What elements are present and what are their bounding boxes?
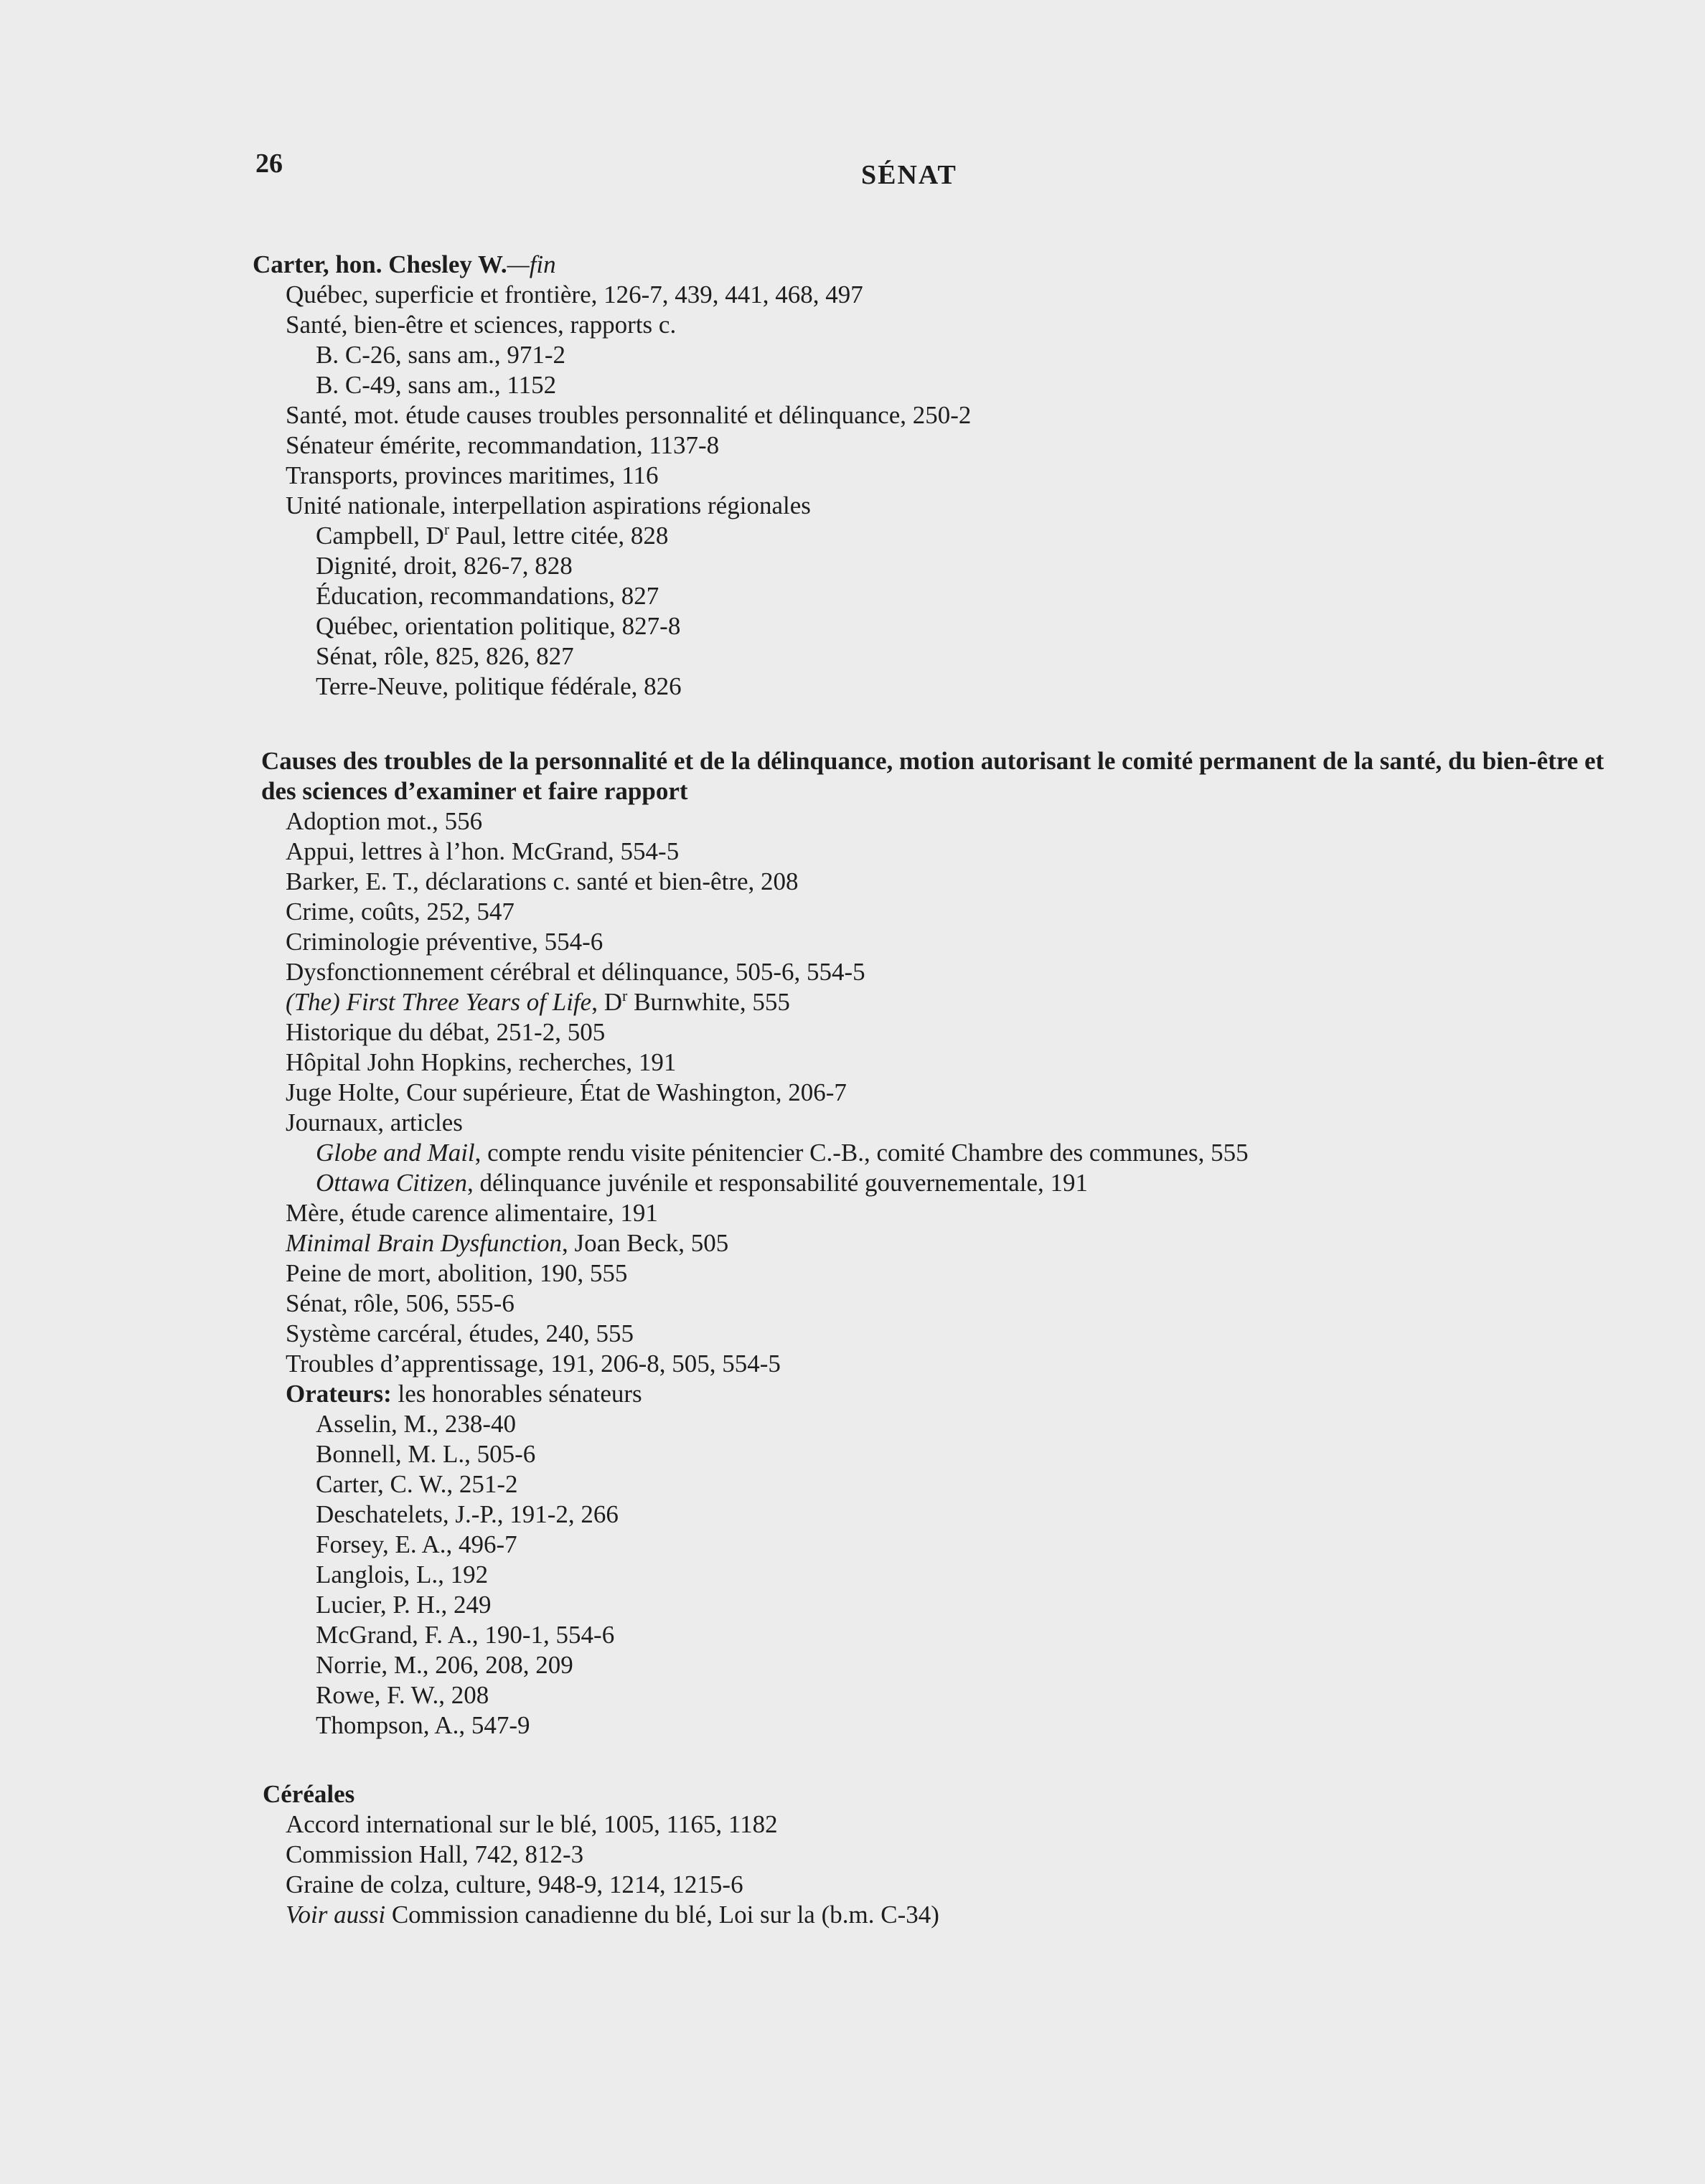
index-line: Sénat, rôle, 506, 555-6 (286, 1289, 515, 1317)
index-subline (253, 521, 1616, 551)
index-subline: Québec, orientation politique, 827-8 (316, 612, 681, 640)
book-title: Minimal Brain Dysfunction (286, 1229, 562, 1257)
speaker-line: Asselin, M., 238-40 (316, 1410, 517, 1438)
campbell-text-rest: Paul, lettre citée, 828 (449, 522, 669, 550)
index-subline: Éducation, recommandations, 827 (316, 582, 659, 610)
index-line: Mère, étude carence alimentaire, 191 (286, 1199, 658, 1227)
index-line (253, 987, 1616, 1017)
index-line: Dysfonctionnement cérébral et délinquance, 505-6, 554-5 (286, 958, 865, 986)
entry-heading-cereales: Céréales (263, 1780, 355, 1808)
text: , compte rendu visite pénitencier C.-B., comité Chambre des communes, 555 (474, 1139, 1249, 1167)
book-title: First Three Years of Life (346, 988, 592, 1016)
speaker-line: Carter, C. W., 251-2 (316, 1470, 518, 1498)
speaker-line: Thompson, A., 547-9 (316, 1711, 530, 1739)
text: , D (591, 988, 622, 1016)
index-line: Barker, E. T., déclarations c. santé et bien-être, 208 (286, 867, 799, 895)
text: Commission canadienne du blé, Loi sur la (b.m. C-34) (385, 1901, 939, 1929)
index-line: Sénateur émérite, recommandation, 1137-8 (286, 431, 720, 459)
voir-aussi: Voir aussi (286, 1901, 386, 1929)
index-subline: Terre-Neuve, politique fédérale, 826 (316, 672, 682, 700)
speaker-line: Langlois, L., 192 (316, 1561, 489, 1588)
speaker-line: McGrand, F. A., 190-1, 554-6 (316, 1621, 615, 1649)
speaker-line: Norrie, M., 206, 208, 209 (316, 1651, 573, 1679)
index-line: Unité nationale, interpellation aspirations régionales (286, 491, 811, 519)
speaker-line: Rowe, F. W., 208 (316, 1681, 489, 1709)
newspaper-title: Globe and Mail (316, 1139, 475, 1167)
italic-text: (The) (286, 988, 340, 1016)
index-line: Appui, lettres à l’hon. McGrand, 554-5 (286, 837, 680, 865)
index-line (253, 1900, 1616, 1930)
entry-heading-carter (253, 250, 1616, 280)
page-number: 26 (255, 149, 283, 179)
index-line: Québec, superficie et frontière, 126-7, 439, 441, 468, 497 (286, 281, 863, 309)
index-subline: Sénat, rôle, 825, 826, 827 (316, 642, 574, 670)
text: , Joan Beck, 505 (561, 1229, 729, 1257)
superscript: r (443, 520, 450, 538)
index-line: Adoption mot., 556 (286, 807, 483, 835)
heading-name: Carter, hon. Chesley W. (253, 250, 507, 278)
index-subline (253, 1168, 1616, 1198)
index-line: Hôpital John Hopkins, recherches, 191 (286, 1048, 677, 1076)
index-line: Historique du débat, 251-2, 505 (286, 1018, 606, 1046)
index-line: Santé, bien-être et sciences, rapports c. (286, 311, 677, 339)
index-line: Criminologie préventive, 554-6 (286, 928, 603, 956)
heading-suffix: —fin (507, 250, 556, 278)
index-line: Peine de mort, abolition, 190, 555 (286, 1259, 628, 1287)
index-line (253, 1379, 1616, 1409)
newspaper-title: Ottawa Citizen (316, 1169, 467, 1197)
superscript: r (621, 987, 628, 1004)
orateurs-label: Orateurs: (286, 1380, 392, 1408)
index-line: Transports, provinces maritimes, 116 (286, 461, 659, 489)
index-line: Juge Holte, Cour supérieure, État de Washington, 206-7 (286, 1078, 847, 1106)
campbell-text: Campbell, D (316, 522, 444, 550)
text: Burnwhite, 555 (627, 988, 790, 1016)
index-subline: B. C-26, sans am., 971-2 (316, 341, 566, 369)
speaker-line: Lucier, P. H., 249 (316, 1591, 492, 1619)
index-line: Système carcéral, études, 240, 555 (286, 1319, 634, 1347)
speaker-line: Forsey, E. A., 496-7 (316, 1530, 517, 1558)
text: les honorables sénateurs (391, 1380, 642, 1408)
entry-heading-causes: Causes des troubles de la personnalité et de la délinquance, motion autorisant le comité permanent de la santé, du bien-être et des sciences d’examiner et faire rapport (261, 747, 1605, 805)
text: , délinquance juvénile et responsabilité gouvernementale, 191 (467, 1169, 1088, 1197)
speaker-line: Bonnell, M. L., 505-6 (316, 1440, 536, 1468)
index-subline (253, 1138, 1616, 1168)
index-line: Accord international sur le blé, 1005, 1165, 1182 (286, 1810, 778, 1838)
index-line: Crime, coûts, 252, 547 (286, 898, 515, 926)
spacer (253, 702, 1616, 746)
running-head: SÉNAT (861, 160, 957, 190)
index-line: Commission Hall, 742, 812-3 (286, 1840, 584, 1868)
index-line (253, 1228, 1616, 1258)
index-line: Troubles d’apprentissage, 191, 206-8, 505, 554-5 (286, 1350, 781, 1378)
index-line: Journaux, articles (286, 1109, 463, 1136)
index-line: Graine de colza, culture, 948-9, 1214, 1215-6 (286, 1870, 743, 1898)
index-line: Santé, mot. étude causes troubles personnalité et délinquance, 250-2 (286, 401, 972, 429)
index-subline: B. C-49, sans am., 1152 (316, 371, 557, 399)
spacer (253, 1741, 1616, 1779)
index-content (253, 250, 1616, 1930)
speaker-line: Deschatelets, J.-P., 191-2, 266 (316, 1500, 619, 1528)
index-subline: Dignité, droit, 826-7, 828 (316, 552, 573, 580)
